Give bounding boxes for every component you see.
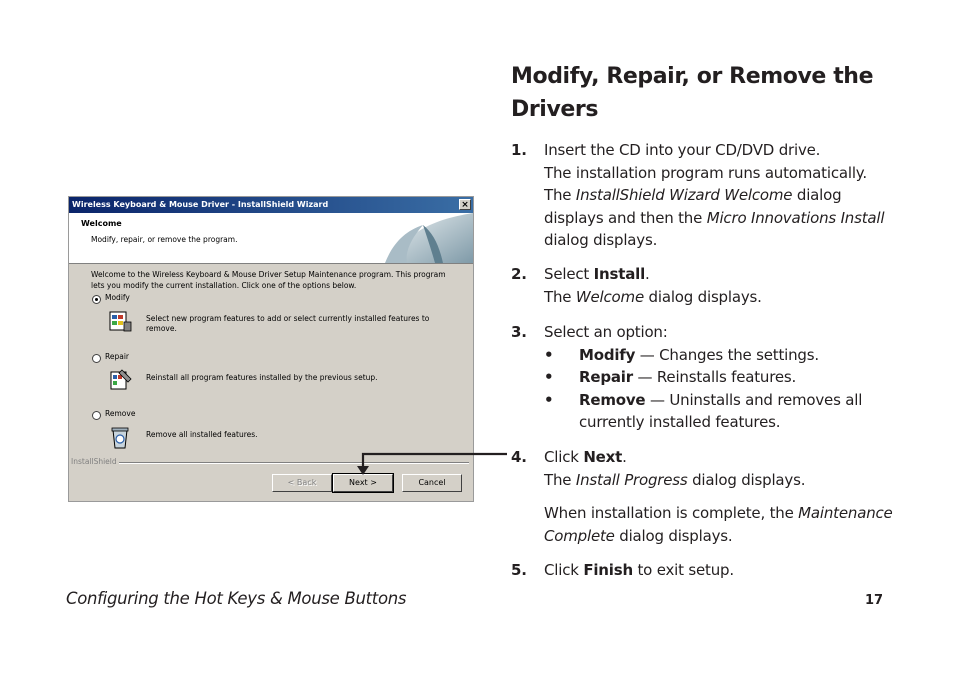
list-item: • Modify — Changes the settings.	[544, 345, 819, 364]
list-item: • Remove — Uninstalls and removes all currently installed features.	[544, 390, 863, 432]
wizard-header-subtitle: Modify, repair, or remove the program.	[91, 235, 238, 244]
step-number: 3.	[511, 323, 527, 341]
remove-program-icon	[107, 424, 133, 450]
repair-radio[interactable]	[92, 354, 101, 363]
step-text: The installation program runs automatically.	[544, 163, 867, 182]
next-button[interactable]: Next >	[333, 474, 393, 492]
step-text: The Welcome dialog displays.	[544, 287, 762, 306]
installshield-banner-graphic	[363, 213, 473, 263]
step-4	[511, 446, 901, 547]
step-1	[511, 139, 901, 252]
wizard-title: Wireless Keyboard & Mouse Driver - InstallShield Wizard	[72, 200, 329, 209]
step-text: Insert the CD into your CD/DVD drive.	[544, 141, 821, 159]
footer-title: Configuring the Hot Keys & Mouse Buttons	[66, 589, 407, 608]
modify-label[interactable]: Modify	[105, 293, 130, 302]
modify-program-icon	[107, 308, 133, 334]
step-number: 4.	[511, 448, 527, 466]
step-number: 5.	[511, 561, 527, 579]
step-text: The InstallShield Wizard Welcome dialog displays and then the Micro Innovations Install dialog displays.	[544, 186, 885, 250]
wizard-titlebar	[69, 197, 473, 213]
step-5	[511, 559, 901, 582]
step-text: Select Install.	[544, 265, 650, 283]
page-number: 17	[865, 593, 884, 608]
modify-radio[interactable]	[92, 295, 101, 304]
modify-description: Select new program features to add or select currently installed features to remove.	[146, 314, 430, 333]
close-icon[interactable]: ×	[459, 199, 471, 210]
repair-program-icon	[107, 367, 133, 393]
repair-description: Reinstall all program features installed by the previous setup.	[146, 373, 378, 382]
callout-arrow	[355, 450, 507, 476]
repair-label[interactable]: Repair	[105, 352, 130, 361]
back-button[interactable]: < Back	[272, 474, 332, 492]
option-list	[544, 344, 901, 434]
step-text: Click Next.	[544, 448, 627, 466]
remove-radio[interactable]	[92, 411, 101, 420]
step-text: When installation is complete, the Maintenance Complete dialog displays.	[544, 504, 893, 545]
remove-label[interactable]: Remove	[105, 409, 136, 418]
step-text: Select an option:	[544, 323, 668, 341]
list-item: • Repair — Reinstalls features.	[544, 368, 797, 387]
step-number: 2.	[511, 265, 527, 283]
remove-description: Remove all installed features.	[146, 430, 258, 439]
step-2	[511, 263, 901, 308]
wizard-intro-text: Welcome to the Wireless Keyboard & Mouse Driver Setup Maintenance program. This program lets you modify the current installation. Click one of the options below.	[91, 270, 446, 290]
page-title: Modify, Repair, or Remove the Drivers	[511, 64, 874, 122]
cancel-button[interactable]: Cancel	[402, 474, 462, 492]
step-text: The Install Progress dialog displays.	[544, 470, 806, 489]
wizard-header	[69, 213, 473, 264]
step-number: 1.	[511, 141, 527, 159]
step-3	[511, 321, 901, 434]
wizard-header-title: Welcome	[81, 219, 122, 228]
step-text: Click Finish to exit setup.	[544, 561, 734, 579]
installshield-brand-label: InstallShield	[71, 457, 117, 466]
